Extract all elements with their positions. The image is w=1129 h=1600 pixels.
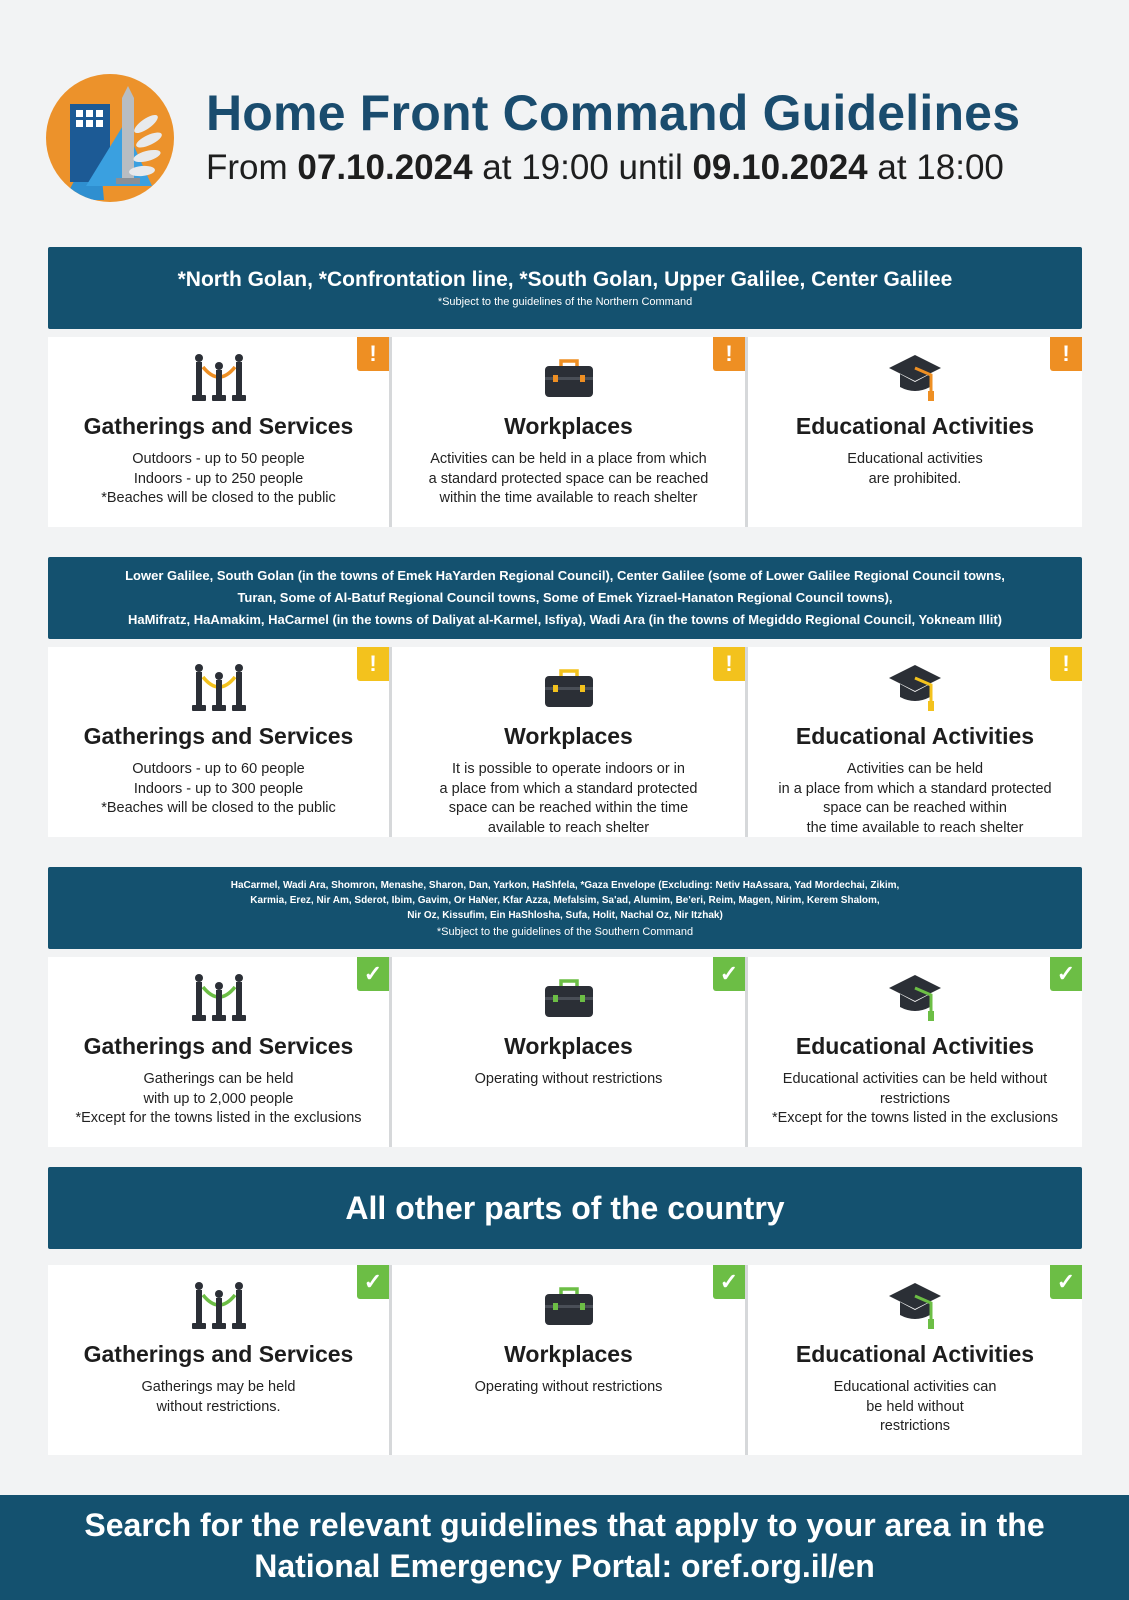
region-note: *Subject to the guidelines of the Northern Command <box>437 296 693 308</box>
briefcase-icon <box>392 351 745 405</box>
card-description: Outdoors - up to 50 people Indoors - up to 250 people *Beaches will be closed to the public <box>101 451 336 506</box>
card-description: Activities can be held in a place from which a standard protected space can be reached within the time available to reach shelter <box>778 761 1052 836</box>
card-description: Gatherings may be held without restrictions. <box>141 1379 296 1415</box>
warning-icon: ! <box>357 337 389 371</box>
card-title: Educational Activities <box>795 1033 1035 1059</box>
card-title: Educational Activities <box>795 1341 1035 1367</box>
card-description: Outdoors - up to 60 people Indoors - up to 300 people *Beaches will be closed to the public <box>101 761 336 816</box>
region-title: HaCarmel, Wadi Ara, Shomron, Menashe, Sharon, Dan, Yarkon, HaShfela, *Gaza Envelope (Excluding: Netiv HaAssara, Yad Mordechai, Zikim, Karmia, Erez, Nir Am, Sderot, Ibim, Gavim, Or HaNer, Kfar Azza, Mefalsim, Sa'ad, Alumim, Be'eri, Reim, Magen, Nirim, Kerem Shalom, Nir Oz, Kissufim, Ein HaShlosha, Sufa, Holit, Nachal Oz, Nir Itzhak) <box>230 880 900 921</box>
graduation-cap-icon <box>748 351 1082 405</box>
briefcase-icon <box>392 971 745 1025</box>
card-title: Gatherings and Services <box>83 413 354 439</box>
region-note: *Subject to the guidelines of the Southern Command <box>436 926 694 938</box>
footer-banner <box>0 1495 1129 1600</box>
card-workplaces <box>389 647 745 837</box>
page-title: Home Front Command Guidelines <box>206 85 1021 141</box>
region-lower-galilee <box>48 557 1082 837</box>
card-title: Workplaces <box>504 1033 633 1059</box>
region-north <box>48 247 1082 527</box>
graduation-cap-icon <box>748 1279 1082 1333</box>
warning-icon: ! <box>1050 647 1082 681</box>
category-cards <box>48 957 1082 1147</box>
header <box>46 74 1106 204</box>
checkmark-icon: ✓ <box>357 957 389 991</box>
warning-icon: ! <box>713 647 745 681</box>
card-title: Educational Activities <box>795 413 1035 439</box>
home-front-command-logo <box>46 74 174 202</box>
briefcase-icon <box>392 1279 745 1333</box>
warning-icon: ! <box>1050 337 1082 371</box>
graduation-cap-icon <box>748 971 1082 1025</box>
card-title: Workplaces <box>504 1341 633 1367</box>
stanchion-icon <box>48 661 389 715</box>
card-description: Operating without restrictions <box>474 1071 663 1087</box>
card-gatherings <box>48 957 389 1147</box>
stanchion-icon <box>48 351 389 405</box>
region-banner <box>48 867 1082 949</box>
card-title: Gatherings and Services <box>83 1033 354 1059</box>
checkmark-icon: ✓ <box>713 957 745 991</box>
card-education <box>745 647 1082 837</box>
validity-period: From 07.10.2024 at 19:00 until 09.10.2024 at 18:00 <box>206 148 1004 187</box>
card-title: Educational Activities <box>795 723 1035 749</box>
card-title: Gatherings and Services <box>83 1341 354 1367</box>
card-description: Activities can be held in a place from which a standard protected space can be reached within the time available to reach shelter <box>428 451 709 506</box>
region-rest-of-country <box>48 1167 1082 1455</box>
card-title: Workplaces <box>504 723 633 749</box>
card-education <box>745 1265 1082 1455</box>
card-education <box>745 957 1082 1147</box>
stanchion-icon <box>48 1279 389 1333</box>
region-center <box>48 867 1082 1147</box>
graduation-cap-icon <box>748 661 1082 715</box>
card-gatherings <box>48 1265 389 1455</box>
card-description: Educational activities can be held without restrictions <box>833 1379 997 1434</box>
card-gatherings <box>48 647 389 837</box>
card-description: Operating without restrictions <box>474 1379 663 1395</box>
checkmark-icon: ✓ <box>1050 1265 1082 1299</box>
card-gatherings <box>48 337 389 527</box>
card-description: Educational activities can be held without restrictions *Except for the towns listed in the exclusions <box>771 1071 1059 1126</box>
end-date: 09.10.2024 <box>692 148 868 187</box>
warning-icon: ! <box>357 647 389 681</box>
checkmark-icon: ✓ <box>357 1265 389 1299</box>
start-date: 07.10.2024 <box>297 148 473 187</box>
briefcase-icon <box>392 661 745 715</box>
region-banner <box>48 1167 1082 1249</box>
region-banner <box>48 557 1082 639</box>
region-title: Lower Galilee, South Golan (in the towns of Emek HaYarden Regional Council), Center Galilee (some of Lower Galilee Regional Council towns, Turan, Some of Al-Batuf Regional Council towns, Some of Emek Yizrael-Hanaton Regional Council towns), HaMifratz, HaAmakim, HaCarmel (in the towns of Daliyat al-Karmel, Isfiya), Wadi Ara (in the towns of Megiddo Regional Council, Yokneam Illit) <box>125 568 1005 627</box>
card-title: Workplaces <box>504 413 633 439</box>
card-workplaces <box>389 337 745 527</box>
card-workplaces <box>389 957 745 1147</box>
footer-line-1: Search for the relevant guidelines that apply to your area in the <box>84 1507 1045 1543</box>
category-cards <box>48 337 1082 527</box>
card-description: Gatherings can be held with up to 2,000 people *Except for the towns listed in the exclusions <box>75 1071 362 1126</box>
card-education <box>745 337 1082 527</box>
checkmark-icon: ✓ <box>1050 957 1082 991</box>
card-workplaces <box>389 1265 745 1455</box>
region-title: All other parts of the country <box>345 1189 785 1226</box>
category-cards <box>48 1265 1082 1455</box>
card-description: Educational activities are prohibited. <box>847 451 983 487</box>
stanchion-icon <box>48 971 389 1025</box>
checkmark-icon: ✓ <box>713 1265 745 1299</box>
region-banner <box>48 247 1082 329</box>
card-title: Gatherings and Services <box>83 723 354 749</box>
region-title: *North Golan, *Confrontation line, *South Golan, Upper Galilee, Center Galilee <box>177 268 953 291</box>
warning-icon: ! <box>713 337 745 371</box>
card-description: It is possible to operate indoors or in a place from which a standard protected space can be reached within the time available to reach shelter <box>439 761 698 836</box>
footer-portal-link[interactable]: National Emergency Portal: oref.org.il/en <box>254 1548 875 1584</box>
category-cards <box>48 647 1082 837</box>
